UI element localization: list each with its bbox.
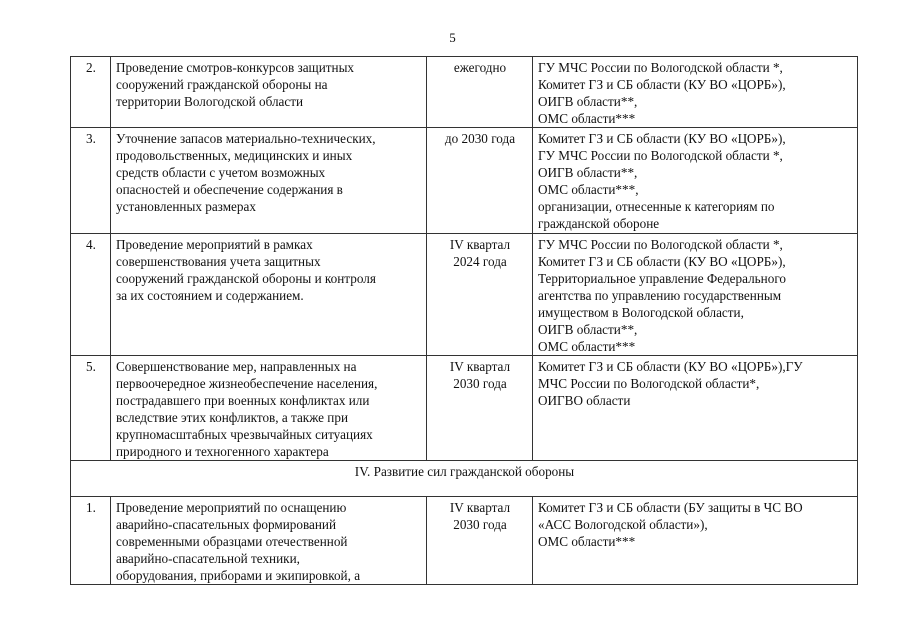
deadline: IV квартал 2030 года xyxy=(427,497,533,585)
row-number: 1. xyxy=(71,497,111,585)
deadline: IV квартал 2030 года xyxy=(427,356,533,461)
table-row xyxy=(71,497,858,585)
measure-text: Проведение смотров-конкурсов защитных сооружений гражданской обороны на территории Вологодской области xyxy=(111,57,427,128)
responsible: Комитет ГЗ и СБ области (КУ ВО «ЦОРБ»), ГУ МЧС России по Вологодской области *, ОИГВ области**, ОМС области***, организации, отнесенные к категориям по гражданской обороне xyxy=(533,128,858,234)
section-heading: IV. Развитие сил гражданской обороны xyxy=(71,461,858,497)
deadline: ежегодно xyxy=(427,57,533,128)
responsible: ГУ МЧС России по Вологодской области *, Комитет ГЗ и СБ области (КУ ВО «ЦОРБ»), Территориальное управление Федерального агентства по управлению государственным имуществом в Вологодской области, ОИГВ области**, ОМС области*** xyxy=(533,234,858,356)
table-row xyxy=(71,128,858,234)
responsible: ГУ МЧС России по Вологодской области *, Комитет ГЗ и СБ области (КУ ВО «ЦОРБ»), ОИГВ области**, ОМС области*** xyxy=(533,57,858,128)
responsible: Комитет ГЗ и СБ области (КУ ВО «ЦОРБ»),ГУ МЧС России по Вологодской области*, ОИГВО области xyxy=(533,356,858,461)
table-row xyxy=(71,356,858,461)
table-row xyxy=(71,234,858,356)
measure-text: Совершенствование мер, направленных на первоочередное жизнеобеспечение населения, пострадавшего при военных конфликтах или вследствие этих конфликтов, а также при крупномасштабных чрезвычайных ситуациях природного и техногенного характера xyxy=(111,356,427,461)
measure-text: Уточнение запасов материально-технических, продовольственных, медицинских и иных средств области с учетом возможных опасностей и обеспечение содержания в установленных размерах xyxy=(111,128,427,234)
row-number: 3. xyxy=(71,128,111,234)
measure-text: Проведение мероприятий в рамках совершенствования учета защитных сооружений гражданской обороны и контроля за их состоянием и содержанием. xyxy=(111,234,427,356)
row-number: 4. xyxy=(71,234,111,356)
responsible: Комитет ГЗ и СБ области (БУ защиты в ЧС ВО «АСС Вологодской области»), ОМС области*** xyxy=(533,497,858,585)
row-number: 5. xyxy=(71,356,111,461)
table-row xyxy=(71,57,858,128)
deadline: IV квартал 2024 года xyxy=(427,234,533,356)
row-number: 2. xyxy=(71,57,111,128)
section-heading-row xyxy=(71,461,858,497)
deadline: до 2030 года xyxy=(427,128,533,234)
measure-text: Проведение мероприятий по оснащению аварийно-спасательных формирований современными образцами отечественной аварийно-спасательной техники, оборудования, приборами и экипировкой, а xyxy=(111,497,427,585)
page-number: 5 xyxy=(449,30,456,45)
measures-table xyxy=(70,56,858,585)
